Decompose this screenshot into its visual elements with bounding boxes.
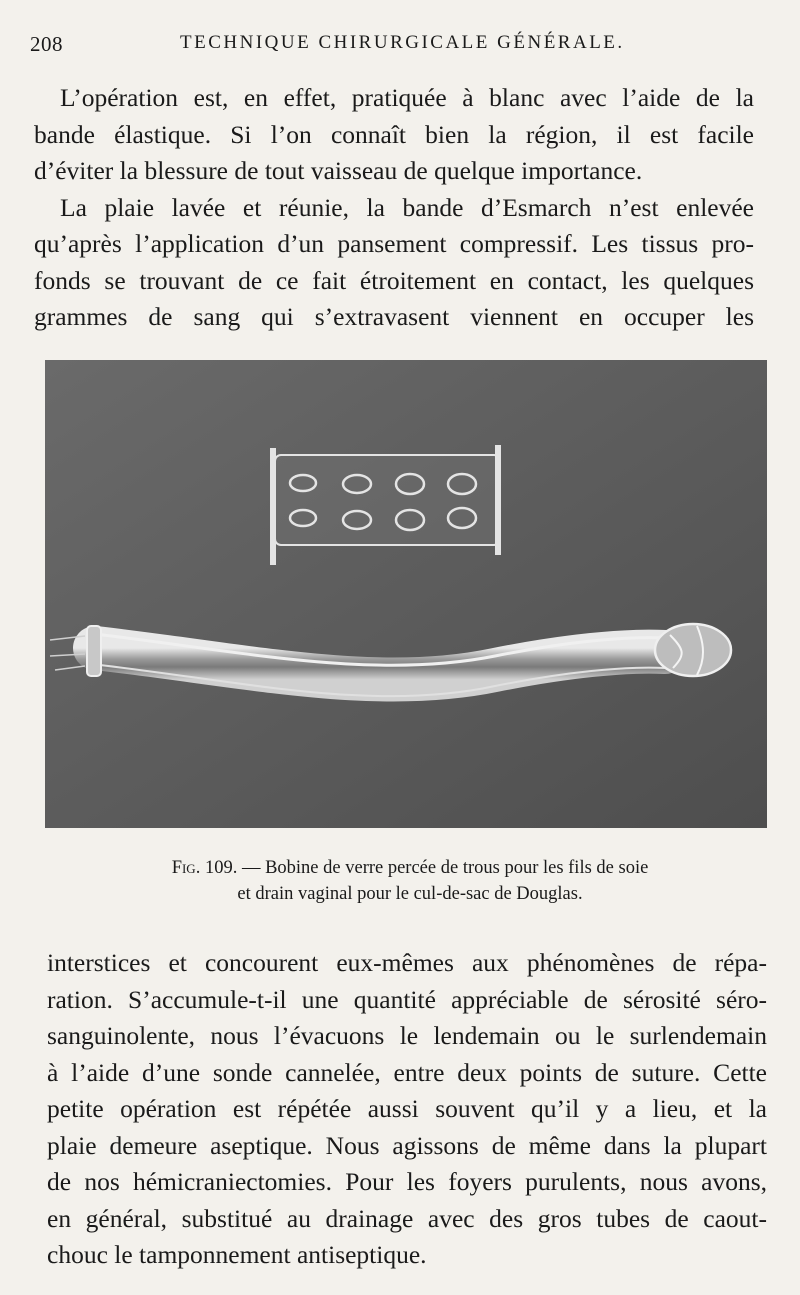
text-line: bande élastique. Si l’on connaît bien la région, il est facile <box>34 119 754 149</box>
figure-109-photograph <box>45 360 767 828</box>
text-line: de nos hémicraniectomies. Pour les foyers purulents, nous avons, <box>47 1167 767 1196</box>
caption-line-2: et drain vaginal pour le cul-de-sac de Douglas. <box>237 884 583 904</box>
text-line: qu’après l’application d’un pansement compressif. Les tissus pro- <box>34 229 754 258</box>
page-header <box>30 32 770 62</box>
text-line: à l’aide d’une sonde cannelée, entre deux points de suture. Cette <box>47 1057 767 1087</box>
running-title: TECHNIQUE CHIRURGICALE GÉNÉRALE. <box>180 32 625 53</box>
top-text-block <box>34 80 754 336</box>
text-line: chouc le tamponnement antiseptique. <box>47 1240 427 1269</box>
text-line: interstices et concourent eux-mêmes aux phénomènes de répa- <box>47 948 767 977</box>
text-line: sanguinolente, nous l’évacuons le lendemain ou le surlendemain <box>47 1021 767 1050</box>
text-line: fonds se trouvant de ce fait étroitement en contact, les quelques <box>34 265 754 295</box>
text-line: d’éviter la blessure de tout vaisseau de quelque importance. <box>34 156 643 185</box>
page-number: 208 <box>30 32 63 56</box>
text-line: L’opération est, en effet, pratiquée à blanc avec l’aide de la <box>60 83 754 112</box>
figure-caption <box>100 855 720 907</box>
text-line: grammes de sang qui s’extravasent viennent en occuper les <box>34 302 754 331</box>
text-line: La plaie lavée et réunie, la bande d’Esmarch n’est enlevée <box>60 192 754 222</box>
text-line: ration. S’accumule-t-il une quantité appréciable de sérosité séro- <box>47 984 767 1014</box>
caption-text-1: — Bobine de verre percée de trous pour les fils de soie <box>237 858 649 878</box>
text-line: en général, substitué au drainage avec des gros tubes de caout- <box>47 1203 767 1233</box>
text-line: plaie demeure aseptique. Nous agissons de même dans la plupart <box>47 1130 767 1160</box>
photo-background <box>45 360 767 828</box>
figure-label: Fig. 109. <box>171 858 238 878</box>
caption-line-1 <box>100 855 720 881</box>
text-line: petite opération est répétée aussi souvent qu’il y a lieu, et la <box>47 1094 767 1123</box>
bottom-text-block <box>47 945 767 1274</box>
